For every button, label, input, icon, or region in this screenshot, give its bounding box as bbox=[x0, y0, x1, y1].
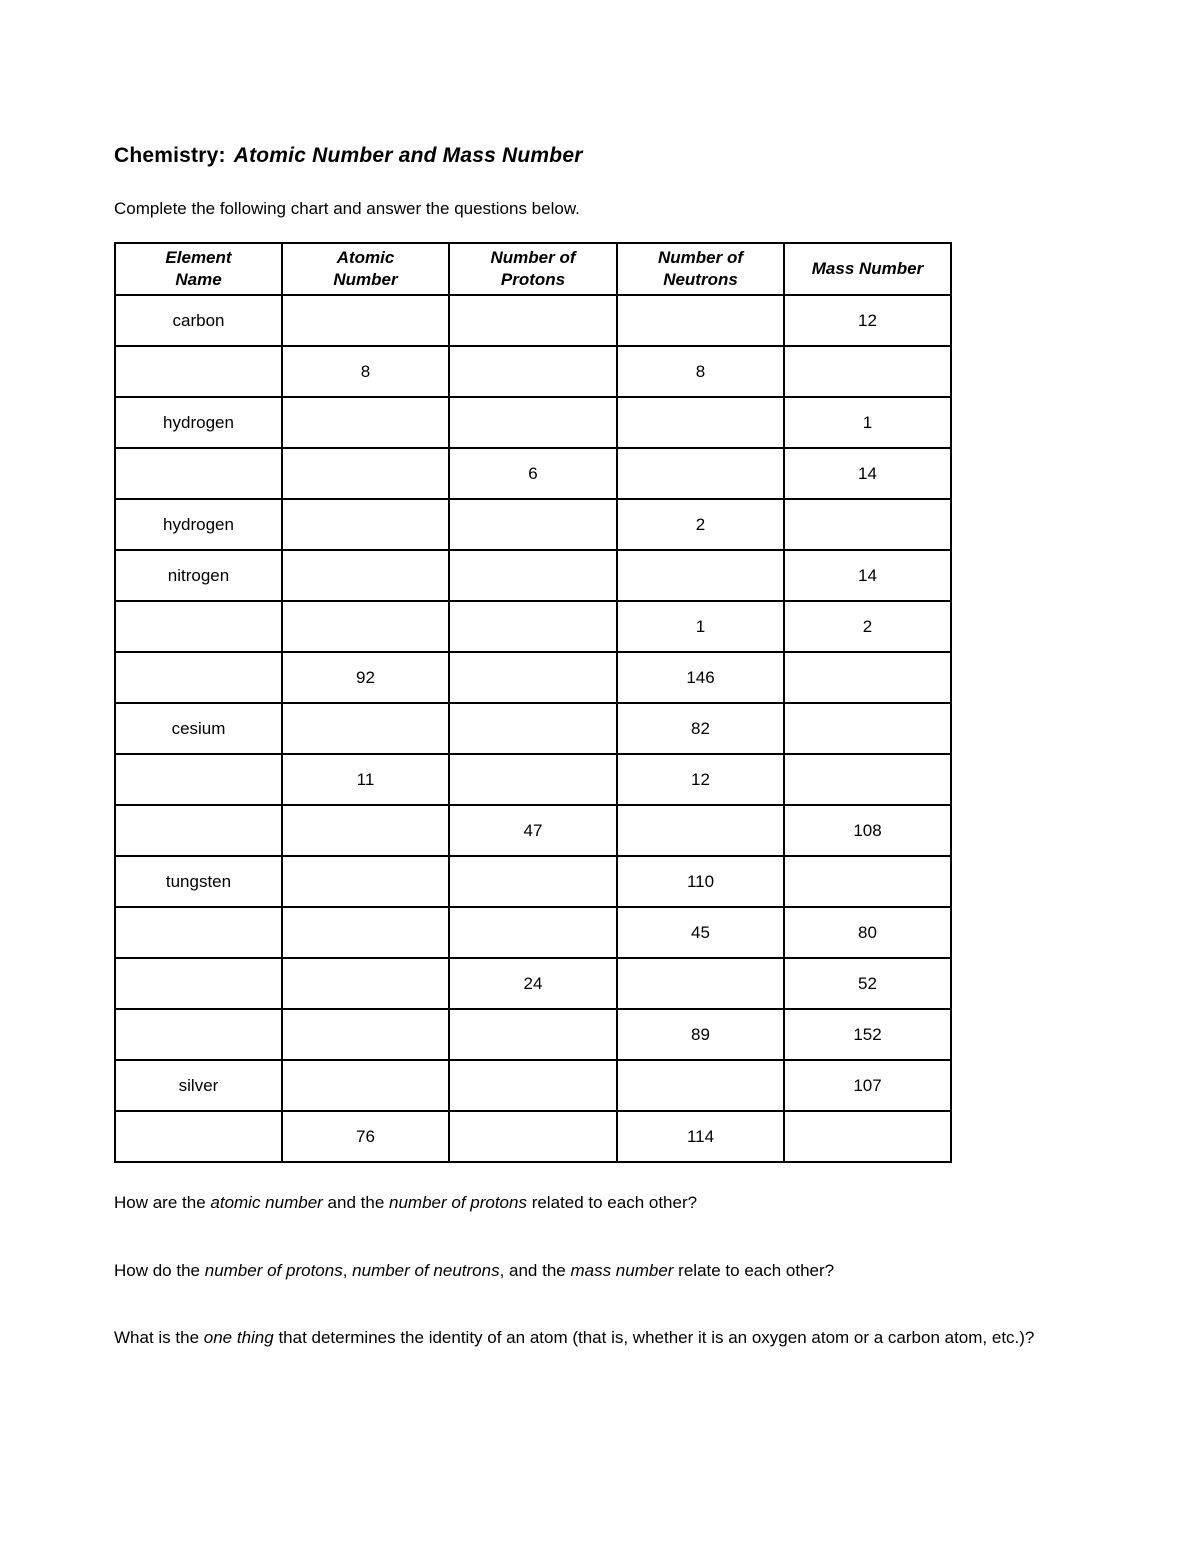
cell-element-name bbox=[115, 652, 282, 703]
header-number-of-protons bbox=[449, 243, 617, 295]
table-body bbox=[115, 295, 951, 1162]
header-line: Neutrons bbox=[663, 270, 738, 289]
table-row bbox=[115, 1060, 951, 1111]
table-row bbox=[115, 652, 951, 703]
cell-neutrons: 12 bbox=[617, 754, 784, 805]
instructions-text: Complete the following chart and answer the questions below. bbox=[114, 199, 580, 218]
cell-atomic-number bbox=[282, 907, 449, 958]
cell-mass-number bbox=[784, 652, 951, 703]
question-3 bbox=[114, 1327, 1074, 1349]
header-line: Number of bbox=[490, 248, 576, 267]
cell-neutrons bbox=[617, 805, 784, 856]
cell-mass-number bbox=[784, 856, 951, 907]
cell-element-name bbox=[115, 958, 282, 1009]
cell-atomic-number bbox=[282, 1009, 449, 1060]
cell-protons bbox=[449, 856, 617, 907]
question-emphasis: mass number bbox=[570, 1261, 674, 1280]
table-row bbox=[115, 1009, 951, 1060]
cell-mass-number: 52 bbox=[784, 958, 951, 1009]
table-row bbox=[115, 958, 951, 1009]
question-emphasis: number of protons bbox=[389, 1193, 527, 1212]
cell-neutrons bbox=[617, 550, 784, 601]
cell-neutrons bbox=[617, 448, 784, 499]
cell-element-name: hydrogen bbox=[115, 499, 282, 550]
cell-mass-number: 108 bbox=[784, 805, 951, 856]
cell-protons bbox=[449, 703, 617, 754]
cell-protons bbox=[449, 754, 617, 805]
cell-protons bbox=[449, 1009, 617, 1060]
cell-neutrons: 1 bbox=[617, 601, 784, 652]
cell-mass-number: 14 bbox=[784, 550, 951, 601]
question-text: How do the bbox=[114, 1261, 205, 1280]
table-row bbox=[115, 805, 951, 856]
cell-mass-number bbox=[784, 346, 951, 397]
table-row bbox=[115, 856, 951, 907]
cell-neutrons: 114 bbox=[617, 1111, 784, 1162]
cell-protons bbox=[449, 652, 617, 703]
header-line: Mass Number bbox=[811, 259, 924, 278]
question-emphasis: number of neutrons bbox=[352, 1261, 500, 1280]
cell-element-name bbox=[115, 601, 282, 652]
cell-atomic-number: 11 bbox=[282, 754, 449, 805]
cell-element-name: nitrogen bbox=[115, 550, 282, 601]
table-row bbox=[115, 499, 951, 550]
cell-element-name bbox=[115, 448, 282, 499]
header-line: Atomic bbox=[336, 248, 395, 267]
cell-protons bbox=[449, 907, 617, 958]
cell-neutrons: 89 bbox=[617, 1009, 784, 1060]
cell-atomic-number bbox=[282, 1060, 449, 1111]
cell-mass-number bbox=[784, 703, 951, 754]
table-row bbox=[115, 397, 951, 448]
cell-mass-number: 1 bbox=[784, 397, 951, 448]
question-text: How are the bbox=[114, 1193, 211, 1212]
cell-neutrons: 2 bbox=[617, 499, 784, 550]
table-row bbox=[115, 907, 951, 958]
cell-mass-number: 152 bbox=[784, 1009, 951, 1060]
cell-atomic-number bbox=[282, 397, 449, 448]
question-2 bbox=[114, 1260, 1074, 1282]
cell-atomic-number bbox=[282, 958, 449, 1009]
cell-atomic-number: 76 bbox=[282, 1111, 449, 1162]
question-1 bbox=[114, 1192, 1074, 1214]
cell-atomic-number bbox=[282, 295, 449, 346]
table-row bbox=[115, 754, 951, 805]
question-text: related to each other? bbox=[526, 1193, 698, 1212]
cell-atomic-number bbox=[282, 805, 449, 856]
cell-atomic-number bbox=[282, 856, 449, 907]
cell-mass-number bbox=[784, 499, 951, 550]
cell-neutrons: 45 bbox=[617, 907, 784, 958]
cell-element-name bbox=[115, 1111, 282, 1162]
header-atomic-number bbox=[282, 243, 449, 295]
page-title bbox=[114, 144, 583, 168]
cell-neutrons bbox=[617, 1060, 784, 1111]
cell-protons bbox=[449, 1060, 617, 1111]
cell-atomic-number: 8 bbox=[282, 346, 449, 397]
cell-element-name bbox=[115, 754, 282, 805]
cell-protons: 6 bbox=[449, 448, 617, 499]
cell-element-name: tungsten bbox=[115, 856, 282, 907]
table-row bbox=[115, 601, 951, 652]
cell-element-name bbox=[115, 346, 282, 397]
header-line: Number of bbox=[658, 248, 743, 267]
cell-element-name: cesium bbox=[115, 703, 282, 754]
header-line: Element bbox=[165, 248, 232, 267]
title-subject: Chemistry: bbox=[114, 144, 226, 167]
question-text: relate to each other? bbox=[673, 1261, 835, 1280]
atomic-chart-table bbox=[114, 242, 952, 1163]
cell-mass-number: 80 bbox=[784, 907, 951, 958]
table-row bbox=[115, 1111, 951, 1162]
title-topic: Atomic Number and Mass Number bbox=[233, 144, 583, 167]
header-element-name bbox=[115, 243, 282, 295]
cell-element-name: hydrogen bbox=[115, 397, 282, 448]
question-text: and the bbox=[322, 1193, 389, 1212]
cell-protons bbox=[449, 550, 617, 601]
table-row bbox=[115, 346, 951, 397]
cell-protons: 24 bbox=[449, 958, 617, 1009]
header-line: Number bbox=[333, 270, 398, 289]
cell-atomic-number bbox=[282, 601, 449, 652]
cell-protons bbox=[449, 295, 617, 346]
table-row bbox=[115, 295, 951, 346]
cell-atomic-number bbox=[282, 550, 449, 601]
cell-neutrons: 110 bbox=[617, 856, 784, 907]
cell-element-name bbox=[115, 907, 282, 958]
cell-atomic-number bbox=[282, 703, 449, 754]
question-emphasis: one thing bbox=[203, 1328, 274, 1347]
cell-neutrons bbox=[617, 295, 784, 346]
table-row bbox=[115, 550, 951, 601]
question-emphasis: number of protons bbox=[204, 1261, 343, 1280]
cell-element-name: silver bbox=[115, 1060, 282, 1111]
header-mass-number bbox=[784, 243, 951, 295]
cell-protons bbox=[449, 499, 617, 550]
table-header-row bbox=[115, 243, 951, 295]
header-line: Protons bbox=[500, 270, 566, 289]
cell-mass-number: 2 bbox=[784, 601, 951, 652]
cell-element-name bbox=[115, 805, 282, 856]
cell-element-name bbox=[115, 1009, 282, 1060]
question-text: What is the bbox=[114, 1328, 204, 1347]
cell-protons: 47 bbox=[449, 805, 617, 856]
cell-protons bbox=[449, 397, 617, 448]
question-emphasis: atomic number bbox=[210, 1193, 323, 1212]
cell-atomic-number bbox=[282, 499, 449, 550]
cell-neutrons bbox=[617, 397, 784, 448]
cell-protons bbox=[449, 1111, 617, 1162]
question-text: , bbox=[342, 1261, 353, 1280]
cell-mass-number: 12 bbox=[784, 295, 951, 346]
cell-neutrons: 82 bbox=[617, 703, 784, 754]
header-line: Name bbox=[175, 270, 222, 289]
cell-atomic-number: 92 bbox=[282, 652, 449, 703]
header-number-of-neutrons bbox=[617, 243, 784, 295]
cell-mass-number bbox=[784, 1111, 951, 1162]
table-row bbox=[115, 703, 951, 754]
cell-element-name: carbon bbox=[115, 295, 282, 346]
cell-atomic-number bbox=[282, 448, 449, 499]
cell-protons bbox=[449, 601, 617, 652]
cell-mass-number: 107 bbox=[784, 1060, 951, 1111]
cell-neutrons bbox=[617, 958, 784, 1009]
table-row bbox=[115, 448, 951, 499]
question-text: , and the bbox=[499, 1261, 571, 1280]
cell-protons bbox=[449, 346, 617, 397]
cell-mass-number bbox=[784, 754, 951, 805]
cell-neutrons: 146 bbox=[617, 652, 784, 703]
cell-neutrons: 8 bbox=[617, 346, 784, 397]
cell-mass-number: 14 bbox=[784, 448, 951, 499]
question-text: that determines the identity of an atom (that is, whether it is an oxygen atom or a carbon atom, etc.)? bbox=[273, 1328, 1035, 1347]
